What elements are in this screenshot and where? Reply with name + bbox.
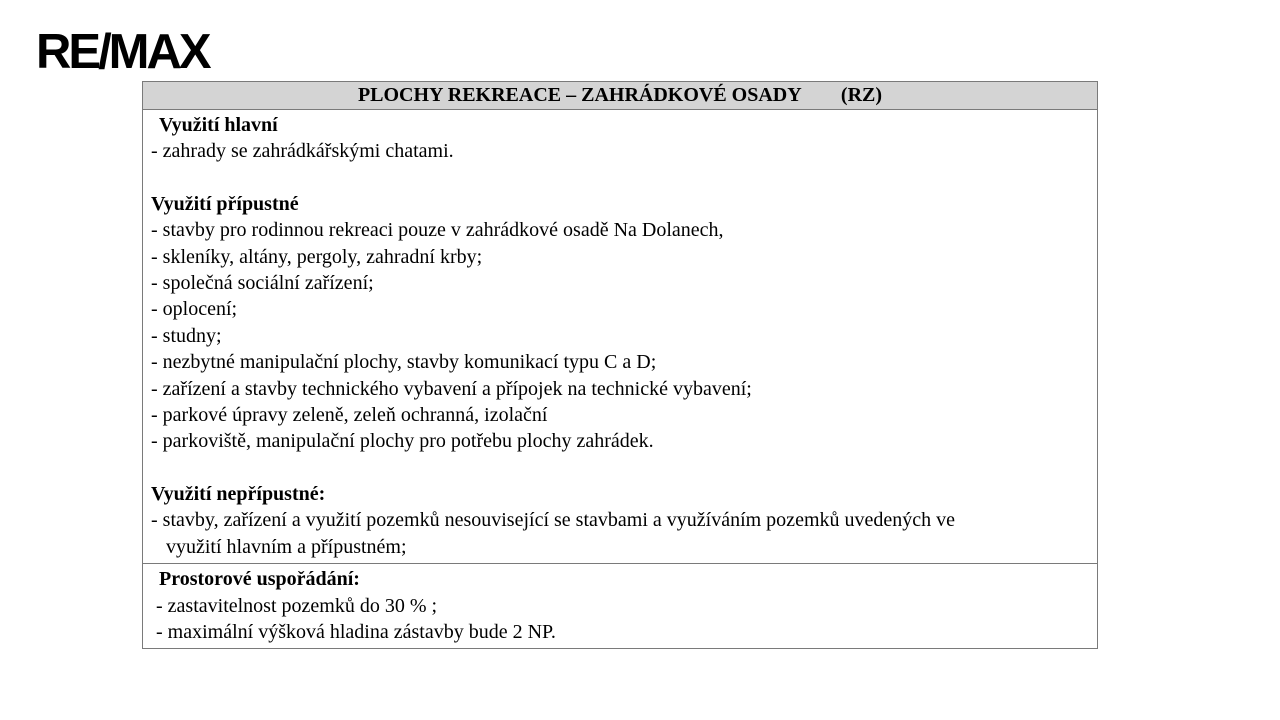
spatial-section bbox=[143, 564, 1097, 648]
prohibited-use-heading: Využití nepřípustné: bbox=[151, 482, 326, 505]
permitted-use-item: - parkové úpravy zeleně, zeleň ochranná, izolační bbox=[151, 404, 548, 427]
usage-section bbox=[143, 110, 1097, 564]
spatial-heading: Prostorové uspořádání: bbox=[159, 568, 360, 591]
main-use-item: - zahrady se zahrádkářskými chatami. bbox=[151, 140, 454, 163]
permitted-use-item: - parkoviště, manipulační plochy pro potřebu plochy zahrádek. bbox=[151, 430, 654, 453]
table-title: PLOCHY REKREACE – ZAHRÁDKOVÉ OSADY (RZ) bbox=[143, 82, 1097, 110]
remax-logo: RE/MAX bbox=[36, 25, 209, 79]
permitted-use-item: - studny; bbox=[151, 324, 222, 347]
permitted-use-item: - skleníky, altány, pergoly, zahradní krby; bbox=[151, 245, 483, 268]
permitted-use-item: - stavby pro rodinnou rekreaci pouze v zahrádkové osadě Na Dolanech, bbox=[151, 219, 724, 242]
prohibited-use-item: - stavby, zařízení a využití pozemků nesouvisející se stavbami a využíváním pozemků uvedených ve bbox=[151, 509, 956, 532]
permitted-use-heading: Využití přípustné bbox=[151, 192, 299, 215]
permitted-use-item: - společná sociální zařízení; bbox=[151, 272, 374, 295]
permitted-use-item: - oplocení; bbox=[151, 298, 238, 321]
main-use-heading: Využití hlavní bbox=[159, 114, 278, 136]
prohibited-use-item: využití hlavním a přípustném; bbox=[151, 535, 407, 558]
permitted-use-item: - nezbytné manipulační plochy, stavby komunikací typu C a D; bbox=[151, 351, 657, 374]
spatial-item: - zastavitelnost pozemků do 30 % ; bbox=[151, 594, 438, 617]
permitted-use-item: - zařízení a stavby technického vybavení a přípojek na technické vybavení; bbox=[151, 377, 752, 400]
regulation-table bbox=[142, 81, 1098, 649]
spatial-item: - maximální výšková hladina zástavby bude 2 NP. bbox=[151, 620, 556, 643]
